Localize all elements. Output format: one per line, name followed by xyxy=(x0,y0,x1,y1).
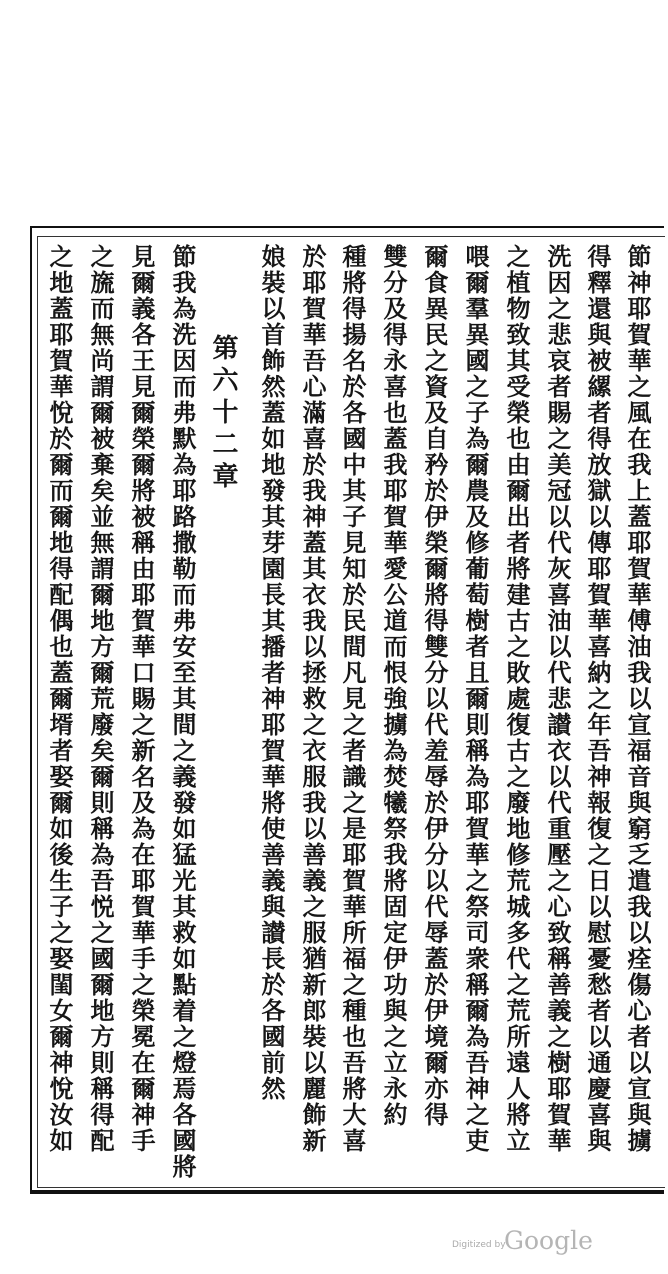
chapter-heading: 第六十二章 xyxy=(208,334,238,494)
text-column: 得釋還與被縲者得放獄以傳耶賀華喜納之年吾神報復之日以慰憂愁者以通慶喜與 xyxy=(583,244,612,1154)
text-column: 喂爾羣異國之子為爾農及修葡萄樹者且爾則稱為耶賀華之祭司衆稱爾為吾神之吏 xyxy=(461,244,490,1154)
text-column: 爾食異民之資及自矜於伊榮爾將得雙分以代羞辱於伊分以代辱蓋於伊境爾亦得 xyxy=(420,244,449,1128)
text-column: 於耶賀華吾心滿喜於我神蓋其衣我以拯救之衣服我以善義之服猶新郎裝以麗飾新 xyxy=(298,244,327,1154)
text-column: 之旒而無尚謂爾被棄矣並無謂爾地方爾荒廢矣爾則稱為吾悦之國爾地方則稱得配 xyxy=(86,244,115,1154)
text-column: 節神耶賀華之風在我上蓋耶賀華傅油我以宣福音與窮乏遣我以痊傷心者以宣與擄 xyxy=(623,244,652,1154)
text-column: 之地蓋耶賀華悅於爾而爾地得配偶也蓋爾壻者娶爾如後生子之娶閨女爾神悅汝如 xyxy=(45,244,74,1154)
google-logo-text: Google xyxy=(504,1226,593,1255)
digitized-by-label: Digitized by xyxy=(452,1240,506,1250)
text-column: 之植物致其受榮也由爾出者將建古之敗處復古之廢地修荒城多代之荒所遠人將立 xyxy=(502,244,531,1154)
text-column: 種將得揚名於各國中其子見知於民間凡見之者識之是耶賀華所福之種也吾將大喜 xyxy=(338,244,367,1154)
text-column: 節我為洗因而弗默為耶路撒勒而弗安至其間之義發如猛光其救如點着之燈焉各國將 xyxy=(168,244,197,1180)
text-column: 娘裝以首飾然蓋如地發其芽園長其播者神耶賀華將使善義與讃長於各國前然 xyxy=(257,244,286,1102)
text-column: 雙分及得永喜也蓋我耶賀華愛公道而恨強擄為焚犧祭我將固定伊功與之立永約 xyxy=(379,244,408,1128)
text-column: 見爾義各王見爾榮爾將被稱由耶賀華口賜之新名及為在耶賀華手之榮冕在爾神手 xyxy=(127,244,156,1154)
text-column: 洗因之悲哀者賜之美冠以代灰喜油以代悲讃衣以代重壓之心致稱善義之樹耶賀華 xyxy=(543,244,572,1154)
google-watermark xyxy=(452,1226,602,1262)
